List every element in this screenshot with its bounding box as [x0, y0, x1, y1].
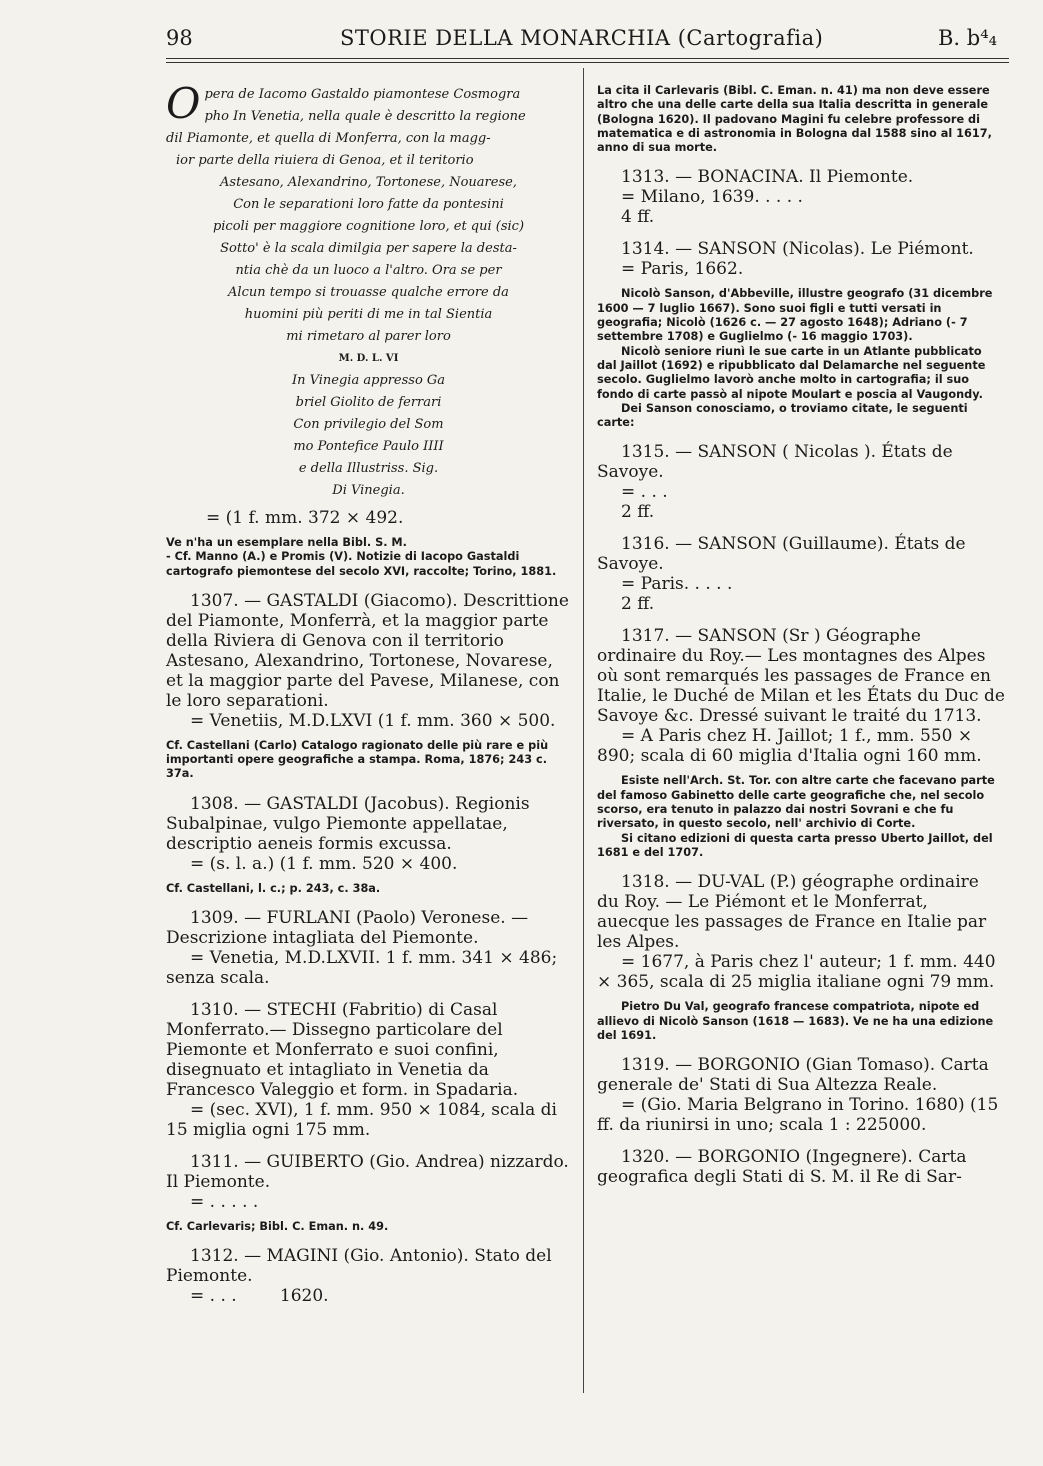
- entry-1320: [597, 1147, 1005, 1187]
- entry-extra: 2 ff.: [621, 502, 655, 523]
- entry-number: 1315.: [621, 442, 670, 463]
- entry-number: 1319.: [621, 1055, 670, 1076]
- signature-mark: B. b⁴₄: [938, 26, 998, 50]
- tp-line: Sotto' è la scala dimilgia per sapere la desta-: [220, 241, 517, 256]
- entry-number: 1316.: [621, 534, 670, 555]
- entry-number: 1313.: [621, 167, 670, 188]
- entry-body: — MAGINI (Gio. Antonio). Stato del Piemonte.: [166, 1246, 552, 1287]
- entry-note: Nicolò seniore riunì le sue carte in un Atlante pubblicato dal Jaillot (1692) e ripubblicato dal Delamarche nel seguente secolo. Guglielmo lavorò anche molto in cartografia; il suo fondo di carte passò al nipote Moulart e poscia al Vaugondy.: [597, 344, 986, 401]
- entry-imprint: = 1677, à Paris chez l' auteur; 1 f. mm. 440 × 365, scala di 25 miglia italiane ogni 79 mm.: [597, 952, 996, 993]
- entry-body: — GUIBERTO (Gio. Andrea) nizzardo. Il Piemonte.: [166, 1152, 569, 1193]
- entry-number: 1311.: [190, 1152, 239, 1173]
- tp-note: - Cf. Manno (A.) e Promis (V). Notizie di Iacopo Gastaldi cartografo piemontese del secolo XVI, raccolte; Torino, 1881.: [166, 550, 557, 578]
- title-page-transcription: [166, 79, 571, 172]
- tp-line: Con privilegio del Som: [293, 417, 444, 432]
- entry-1314: [597, 239, 1005, 430]
- tp-line: Con le separationi loro fatte da pontesini: [233, 197, 504, 212]
- entry-body: — SANSON (Guillaume). États de Savoye.: [597, 534, 966, 575]
- tp-line: ntia chè da un luoco a l'altro. Ora se per: [235, 263, 502, 278]
- entry-imprint: = Paris. . . . .: [621, 574, 733, 595]
- tp-line: pho In Venetia, nella quale è descritto la regione: [204, 109, 526, 124]
- entry-number: 1310.: [190, 1000, 239, 1021]
- entry-number: 1307.: [190, 590, 239, 611]
- tp-line: huomini più periti di me in tal Sientia: [244, 307, 493, 322]
- tp-line: e della Illustriss. Sig.: [298, 461, 439, 476]
- tp-line: dil Piamonte, et quella di Monferra, con la magg-: [166, 131, 491, 146]
- entry-number: 1312.: [190, 1246, 239, 1267]
- entry-imprint: = Paris, 1662.: [621, 259, 744, 280]
- entry-note: Esiste nell'Arch. St. Tor. con altre carte che facevano parte del famoso Gabinetto delle carte geografiche che, nel secolo scorso, era tenuto in palazzo dai nostri Sovrani e che fu riversato, in questo secolo, nell' archivio di Corte.: [597, 774, 995, 831]
- entry-imprint: = Venetiis, M.D.LXVI (1 f. mm. 360 × 500.: [190, 710, 556, 731]
- entry-1316: [597, 534, 1005, 614]
- intro-note: La cita il Carlevaris (Bibl. C. Eman. n. 41) ma non deve essere altro che una delle carte della sua Italia descritta in generale (Bologna 1620). Il padovano Magini fu celebre professore di matematica e di astronomia in Bologna dal 1588 sino al 1617, anno di sua morte.: [597, 84, 992, 155]
- entry-note: Cf. Carlevaris; Bibl. C. Eman. n. 49.: [166, 1220, 389, 1234]
- entry-extra: 4 ff.: [621, 207, 655, 228]
- entry-number: 1308.: [190, 793, 239, 814]
- entry-note: Cf. Castellani (Carlo) Catalogo ragionato delle più rare e più importanti opere geografiche a stampa. Roma, 1876; 243 c. 37a.: [166, 738, 549, 781]
- tp-line: ior parte della riuiera di Genoa, et il teritorio: [176, 153, 474, 168]
- tp-line: Di Vinegia.: [332, 483, 405, 498]
- entry-1319: [597, 1055, 1005, 1135]
- entry-number: 1320.: [621, 1147, 670, 1168]
- tp-line: Astesano, Alexandrino, Tortonese, Nouarese,: [220, 175, 517, 190]
- entry-imprint: = . . . 1620.: [190, 1286, 329, 1307]
- entry-number: 1317.: [621, 626, 670, 647]
- entry-note: Pietro Du Val, geografo francese compatriota, nipote ed allievo di Nicolò Sanson (1618 — 1683). Ve ne ha una edizione del 1691.: [597, 1000, 994, 1042]
- entry-body: — SANSON (Sr ) Géographe ordinaire du Roy.— Les montagnes des Alpes où sont remarqués les passages de France en Italie, le Duché de Milan et les États du Duc de Savoye &c. Dressé suivant le traité du 1713.: [597, 626, 1005, 727]
- entry-imprint: = Milano, 1639. . . . .: [621, 187, 803, 208]
- entry-body: — FURLANI (Paolo) Veronese. — Descrizione intagliata del Piemonte.: [166, 908, 529, 949]
- entry-imprint: = (Gio. Maria Belgrano in Torino. 1680) (15 ff. da riunirsi in uno; scala 1 : 225000.: [597, 1095, 999, 1136]
- entry-imprint: = Venetia, M.D.LXVII. 1 f. mm. 341 × 486; senza scala.: [166, 948, 558, 989]
- entry-body: — BORGONIO (Gian Tomaso). Carta generale de' Stati di Sua Altezza Reale.: [597, 1055, 989, 1096]
- entry-1309: [166, 908, 571, 988]
- entry-note: Nicolò Sanson, d'Abbeville, illustre geografo (31 dicembre 1600 — 7 luglio 1667). Sono suoi figli e tutti versati in geografia; Nicolò (1626 c. — 27 agosto 1648); Adriano (- 7 settembre 1708) e Guglielmo (- 16 maggio 1703).: [597, 287, 993, 344]
- entry-note: Si citano edizioni di questa carta presso Uberto Jaillot, del 1681 e del 1707.: [597, 831, 993, 859]
- entry-body: — GASTALDI (Giacomo). Descrittione del Piamonte, Monferrà, et la maggior parte della Riviera di Genova con il territorio Astesano, Alexandrino, Tortonese, Novarese, et la maggior parte del Pavese, Milanese, con le loro separationi.: [166, 590, 569, 711]
- title-page-transcription-center: [166, 172, 571, 502]
- entry-note: Cf. Castellani, l. c.; p. 243, c. 38a.: [166, 881, 381, 895]
- entry-1308: [166, 794, 571, 896]
- entry-1311: [166, 1152, 571, 1234]
- entry-imprint: = . . .: [621, 482, 668, 503]
- tp-size: = (1 f. mm. 372 × 492.: [206, 508, 404, 528]
- entry-1307: [166, 591, 571, 782]
- entry-body: — GASTALDI (Jacobus). Regionis Subalpinae, vulgo Piemonte appellatae, descriptio aeneis formis excussa.: [166, 793, 530, 854]
- header-rule-2: [166, 62, 1009, 63]
- page-number: 98: [166, 26, 193, 50]
- tp-line: pera de Iacomo Gastaldo piamontese Cosmogra: [204, 87, 521, 102]
- tp-line: In Vinegia appresso Ga: [291, 373, 446, 388]
- entry-body: — SANSON (Nicolas). Le Piémont.: [675, 239, 974, 260]
- entry-1318: [597, 872, 1005, 1043]
- tp-line: mi rimetaro al parer loro: [286, 329, 451, 344]
- entry-1310: [166, 1000, 571, 1140]
- column-divider: [583, 68, 584, 1393]
- entry-1313: [597, 167, 1005, 227]
- entry-number: 1318.: [621, 872, 670, 893]
- entry-body: — BONACINA. Il Piemonte.: [675, 167, 914, 188]
- entry-body: — STECHI (Fabritio) di Casal Monferrato.— Dissegno particolare del Piemonte et Monferrato e suoi confini, disegnuato et intagliato in Venetia da Francesco Valeggio et form. in Spadaria.: [166, 1000, 519, 1101]
- tp-line: briel Giolito de ferrari: [295, 395, 442, 410]
- left-column: [166, 79, 571, 1307]
- entry-imprint: = (s. l. a.) (1 f. mm. 520 × 400.: [190, 853, 458, 874]
- tp-date: M. D. L. VI: [338, 353, 399, 364]
- entry-note: Dei Sanson conosciamo, o troviamo citate, le seguenti carte:: [597, 401, 968, 430]
- tp-line: mo Pontefice Paulo IIII: [293, 439, 444, 454]
- entry-body: — SANSON ( Nicolas ). États de Savoye.: [597, 442, 953, 483]
- tp-note: Ve n'ha un esemplare nella Bibl. S. M.: [166, 536, 407, 549]
- entry-imprint: = (sec. XVI), 1 f. mm. 950 × 1084, scala di 15 miglia ogni 175 mm.: [166, 1100, 557, 1141]
- entry-body: — DU-VAL (P.) géographe ordinaire du Roy. — Le Piémont et le Monferrat, auecque les passages de France en Italie par les Alpes.: [597, 872, 987, 953]
- dropcap: O: [166, 79, 201, 128]
- running-title: STORIE DELLA MONARCHIA (Cartografia): [340, 26, 824, 50]
- header-rule: [166, 58, 1009, 59]
- entry-1315: [597, 442, 1005, 522]
- entry-imprint: = . . . . .: [190, 1192, 259, 1213]
- entry-extra: 2 ff.: [621, 594, 655, 615]
- entry-number: 1309.: [190, 908, 239, 929]
- entry-imprint: = A Paris chez H. Jaillot; 1 f., mm. 550 × 890; scala di 60 miglia d'Italia ogni 160 mm.: [597, 726, 982, 767]
- entry-1317: [597, 626, 1005, 860]
- right-column: [597, 84, 1005, 1187]
- tp-line: Alcun tempo si trouasse qualche errore da: [228, 285, 509, 300]
- entry-1312: [166, 1246, 571, 1306]
- entry-body: — BORGONIO (Ingegnere). Carta geografica degli Stati di S. M. il Re di Sar-: [597, 1147, 967, 1188]
- tp-line: picoli per maggiore cognitione loro, et qui (sic): [212, 219, 525, 234]
- entry-number: 1314.: [621, 239, 670, 260]
